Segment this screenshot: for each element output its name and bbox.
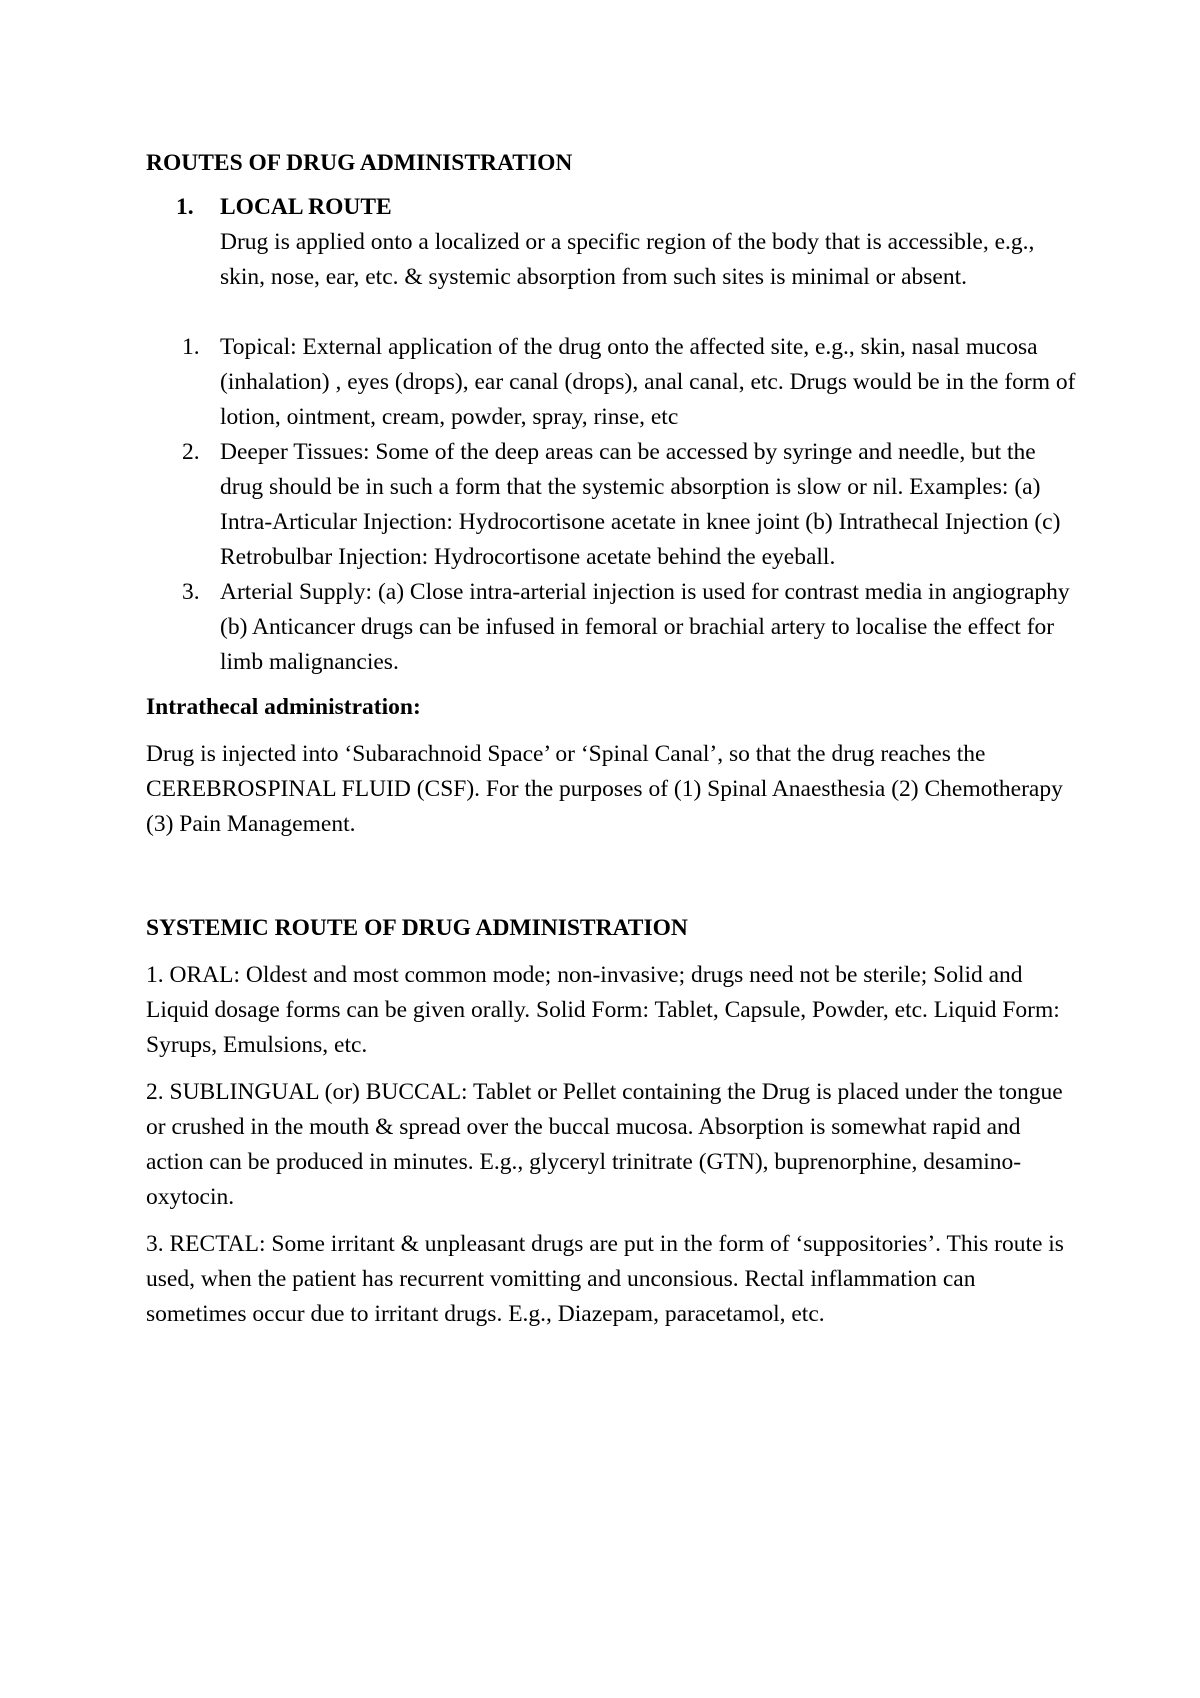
local-route-heading: LOCAL ROUTE bbox=[220, 194, 392, 220]
list-item-deeper-tissues bbox=[182, 435, 1076, 575]
list-item-number: 2. bbox=[182, 439, 200, 465]
systemic-item-sublingual: 2. SUBLINGUAL (or) BUCCAL: Tablet or Pellet containing the Drug is placed under the tongue or crushed in the mouth & spread over the buccal mucosa. Absorption is somewhat rapid and action can be produced in minutes. E.g., glyceryl trinitrate (GTN), buprenorphine, desamino-oxytocin. bbox=[146, 1079, 1063, 1210]
local-route-number: 1. bbox=[176, 194, 194, 220]
document-body bbox=[146, 146, 1076, 1332]
list-item-arterial-supply bbox=[182, 575, 1076, 680]
page-title: ROUTES OF DRUG ADMINISTRATION bbox=[146, 150, 573, 176]
list-item-text: Topical: External application of the drug onto the affected site, e.g., skin, nasal mucosa (inhalation) , eyes (drops), ear canal (drops), anal canal, etc. Drugs would be in the form of lotion, ointment, cream, powder, spray, rinse, etc bbox=[220, 334, 1076, 430]
systemic-route-heading: SYSTEMIC ROUTE OF DRUG ADMINISTRATION bbox=[146, 915, 688, 941]
list-item-text: Deeper Tissues: Some of the deep areas can be accessed by syringe and needle, but the drug should be in such a form that the systemic absorption is slow or nil. Examples: (a) Intra-Articular Injection: Hydrocortisone acetate in knee joint (b) Intrathecal Injection (c) Retrobulbar Injection: Hydrocortisone acetate behind the eyeball. bbox=[220, 439, 1061, 570]
local-route-list bbox=[146, 330, 1076, 680]
list-item-text: Arterial Supply: (a) Close intra-arterial injection is used for contrast media in angiography (b) Anticancer drugs can be infused in femoral or brachial artery to localise the effect for limb malignancies. bbox=[220, 579, 1070, 675]
intrathecal-paragraph: Drug is injected into ‘Subarachnoid Space’ or ‘Spinal Canal’, so that the drug reaches the CEREBROSPINAL FLUID (CSF). For the purposes of (1) Spinal Anaesthesia (2) Chemotherapy (3) Pain Management. bbox=[146, 741, 1063, 837]
list-item-number: 1. bbox=[182, 334, 200, 360]
local-route-description: Drug is applied onto a localized or a specific region of the body that is accessible, e.g., skin, nose, ear, etc. & systemic absorption from such sites is minimal or absent. bbox=[220, 229, 1035, 290]
local-route-section bbox=[146, 190, 1076, 295]
systemic-item-oral: 1. ORAL: Oldest and most common mode; non-invasive; drugs need not be sterile; Solid and Liquid dosage forms can be given orally. Solid Form: Tablet, Capsule, Powder, etc. Liquid Form: Syrups, Emulsions, etc. bbox=[146, 962, 1060, 1058]
list-item-number: 3. bbox=[182, 579, 200, 605]
list-item-topical bbox=[182, 330, 1076, 435]
intrathecal-heading: Intrathecal administration: bbox=[146, 694, 421, 720]
systemic-item-rectal: 3. RECTAL: Some irritant & unpleasant drugs are put in the form of ‘suppositories’. This route is used, when the patient has recurrent vomitting and unconsious. Rectal inflammation can sometimes occur due to irritant drugs. E.g., Diazepam, paracetamol, etc. bbox=[146, 1231, 1064, 1327]
